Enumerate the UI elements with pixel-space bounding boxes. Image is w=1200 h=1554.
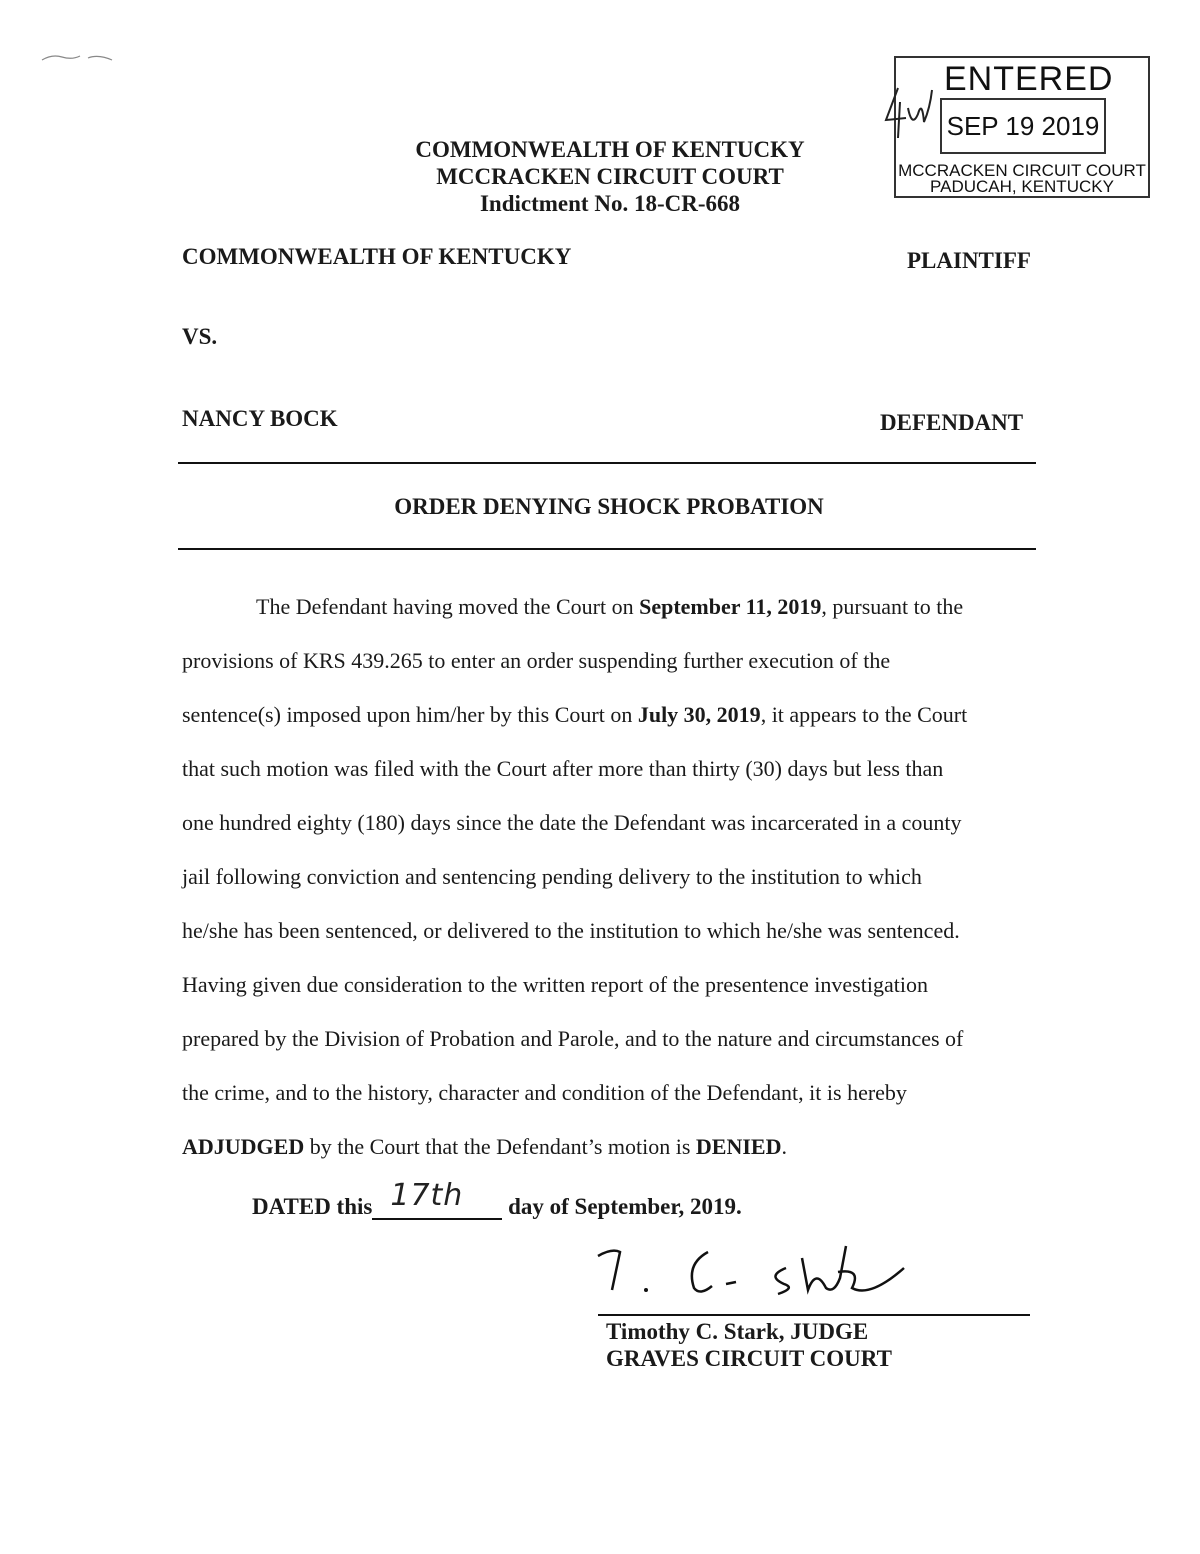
divider-top	[178, 462, 1036, 464]
corner-scribble-mark	[40, 48, 120, 68]
handwritten-initials	[878, 78, 938, 148]
header-state: COMMONWEALTH OF KENTUCKY	[415, 137, 805, 162]
judge-signature	[590, 1238, 930, 1318]
body-line: he/she has been sentenced, or delivered to the institution to which he/she was sentenced.	[182, 918, 960, 943]
plaintiff-name: COMMONWEALTH OF KENTUCKY	[182, 244, 572, 269]
sentence-date: July 30, 2019	[637, 702, 761, 727]
handwritten-day: 17th	[390, 1178, 464, 1213]
dated-line	[252, 1178, 742, 1220]
stamp-title: ENTERED	[944, 60, 1114, 98]
body-line: the crime, and to the history, character and condition of the Defendant, it is hereby	[182, 1080, 907, 1105]
body-line: The Defendant having moved the Court on September 11, 2019, pursuant to the	[256, 594, 964, 619]
dated-prefix: DATED this	[252, 1194, 373, 1219]
body-line: that such motion was filed with the Court after more than thirty (30) days but less than	[182, 756, 944, 781]
body-line: Having given due consideration to the written report of the presentence investigation	[182, 972, 928, 997]
dated-suffix: day of September, 2019.	[502, 1194, 742, 1219]
header-indictment: Indictment No. 18-CR-668	[479, 191, 740, 216]
defendant-role: DEFENDANT	[880, 410, 1024, 435]
motion-date: September 11, 2019	[639, 594, 822, 619]
stamp-date: SEP 19 2019	[940, 98, 1106, 154]
judge-court: GRAVES CIRCUIT COURT	[606, 1346, 892, 1371]
order-body	[182, 580, 1032, 1174]
order-title: ORDER DENYING SHOCK PROBATION	[394, 494, 824, 519]
court-header	[380, 136, 840, 217]
judge-name: Timothy C. Stark, JUDGE	[606, 1319, 869, 1344]
signature-line	[598, 1314, 1030, 1316]
body-line: prepared by the Division of Probation and Parole, and to the nature and circumstances of	[182, 1026, 964, 1051]
defendant-name: NANCY BOCK	[182, 406, 338, 431]
stamp-city: PADUCAH, KENTUCKY	[930, 177, 1114, 196]
body-line: one hundred eighty (180) days since the date the Defendant was incarcerated in a county	[182, 810, 962, 835]
adjudged-word: ADJUDGED	[182, 1134, 305, 1159]
body-line: jail following conviction and sentencing pending delivery to the institution to which	[182, 864, 922, 889]
divider-bottom	[178, 548, 1036, 550]
day-blank	[372, 1178, 502, 1220]
versus-label: VS.	[182, 324, 218, 349]
body-line: provisions of KRS 439.265 to enter an order suspending further execution of the	[182, 648, 891, 673]
header-court: MCCRACKEN CIRCUIT COURT	[436, 164, 784, 189]
body-line: sentence(s) imposed upon him/her by this Court on July 30, 2019, it appears to the Court	[182, 702, 968, 727]
denied-word: DENIED	[695, 1134, 782, 1159]
stamp-court: MCCRACKEN CIRCUIT COURT	[898, 161, 1146, 180]
plaintiff-role: PLAINTIFF	[907, 248, 1031, 273]
body-line: ADJUDGED by the Court that the Defendant’s motion is DENIED.	[182, 1134, 787, 1159]
